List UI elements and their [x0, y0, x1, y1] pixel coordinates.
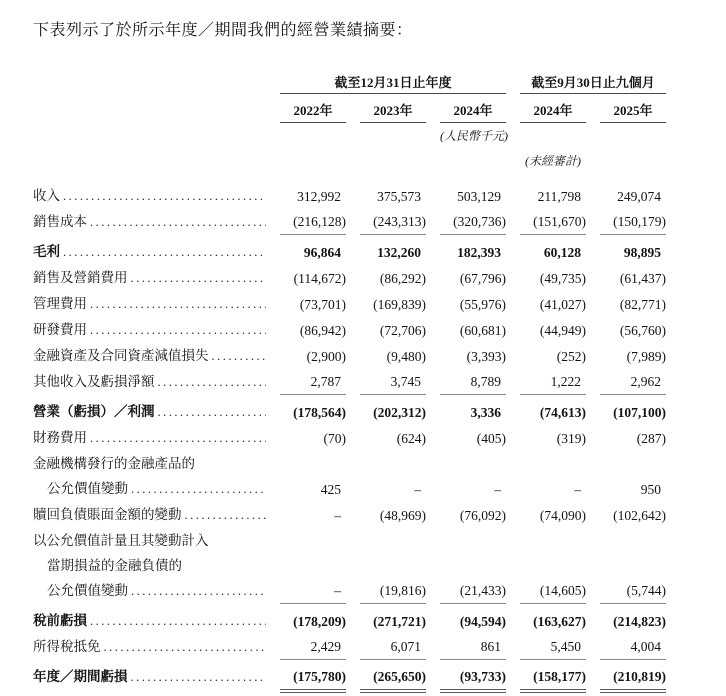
value-cell: (5,744) — [600, 578, 666, 604]
value-cell: (150,179) — [600, 209, 666, 235]
value-cell: 861 — [440, 634, 506, 660]
value-cell: – — [280, 578, 346, 604]
table-header-year-row — [33, 94, 666, 123]
value-cell: (214,823) — [613, 614, 666, 629]
value-cell: (265,650) — [360, 664, 426, 690]
value-cell: 211,798 — [537, 189, 581, 204]
value-cell: 96,864 — [303, 245, 341, 260]
row-label — [33, 399, 266, 425]
value-cell: (82,771) — [619, 297, 666, 312]
row-label-text: 金融資產及合同資產減值損失 — [33, 348, 209, 363]
table-row — [33, 369, 666, 395]
row-label-text: 金融機構發行的金融產品的 — [33, 456, 195, 471]
table-audit-note-row — [33, 144, 666, 169]
row-label-text: 公允價值變動 — [47, 481, 128, 496]
value-cell: 60,128 — [543, 245, 581, 260]
row-label-text: 稅前虧損 — [33, 613, 87, 628]
dot-leader — [87, 291, 266, 317]
value-cell: 2,429 — [280, 634, 346, 660]
row-label — [33, 502, 266, 528]
value-cell: (73,701) — [299, 297, 346, 312]
row-label — [33, 343, 266, 369]
value-cell: (56,760) — [619, 323, 666, 338]
value-cell: 5,450 — [520, 634, 586, 660]
value-cell: (41,027) — [539, 297, 586, 312]
dot-leader — [128, 578, 266, 604]
row-label-line — [33, 528, 266, 553]
table-row — [33, 239, 666, 265]
table-unit-note-row — [33, 123, 666, 144]
value-cell: (76,092) — [459, 508, 506, 523]
value-cell: (210,819) — [600, 664, 666, 690]
value-cell: (21,433) — [440, 578, 506, 604]
row-label-line — [33, 209, 266, 235]
value-cell: (202,312) — [373, 405, 426, 420]
row-label-line — [33, 265, 266, 291]
row-label-text: 研發費用 — [33, 322, 87, 337]
dot-leader — [101, 634, 267, 660]
row-label — [33, 265, 266, 291]
row-label-text: 年度／期間虧損 — [33, 669, 128, 684]
value-cell: (107,100) — [613, 405, 666, 420]
row-label-line — [33, 451, 266, 476]
column-group-yearend: 截至12月31日止年度 — [280, 72, 506, 94]
table-row — [33, 399, 666, 425]
row-label-line — [33, 399, 266, 425]
value-cell: (86,942) — [299, 323, 346, 338]
dot-leader — [209, 343, 267, 369]
year-column-header: 2024年 — [440, 94, 506, 123]
row-label — [33, 528, 266, 604]
value-cell: (67,796) — [459, 271, 506, 286]
value-cell: 2,787 — [280, 369, 346, 395]
value-cell: (252) — [556, 349, 586, 364]
table-row — [33, 425, 666, 451]
value-cell: (93,733) — [440, 664, 506, 690]
row-label-line — [33, 664, 266, 690]
dot-leader — [87, 425, 266, 451]
value-cell: (178,209) — [293, 614, 346, 629]
value-cell: (70) — [323, 431, 346, 446]
value-cell: (19,816) — [360, 578, 426, 604]
unit-note: (人民幣千元) — [440, 129, 508, 143]
table-row — [33, 209, 666, 235]
dot-leader — [155, 369, 267, 395]
value-cell: (2,900) — [306, 349, 346, 364]
value-cell: – — [574, 482, 581, 497]
dot-leader — [60, 183, 266, 209]
row-label — [33, 209, 266, 235]
value-cell: 312,992 — [297, 189, 341, 204]
row-label-line — [33, 369, 266, 395]
row-label-text: 其他收入及虧損淨額 — [33, 374, 155, 389]
value-cell: 503,129 — [457, 189, 501, 204]
row-label-line — [33, 634, 266, 660]
row-label-text: 銷售成本 — [33, 214, 87, 229]
value-cell: (14,605) — [520, 578, 586, 604]
value-cell: 4,004 — [600, 634, 666, 660]
value-cell: (178,564) — [293, 405, 346, 420]
dot-leader — [128, 664, 267, 690]
value-cell: (94,594) — [459, 614, 506, 629]
row-label-text: 銷售及營銷費用 — [33, 270, 128, 285]
table-row — [33, 183, 666, 209]
row-label — [33, 425, 266, 451]
row-label-text: 營業（虧損）／利潤 — [33, 404, 155, 419]
row-label — [33, 664, 266, 690]
value-cell: (169,839) — [373, 297, 426, 312]
row-label-text: 財務費用 — [33, 430, 87, 445]
value-cell: (61,437) — [619, 271, 666, 286]
dot-leader — [128, 476, 266, 502]
value-cell: (60,681) — [459, 323, 506, 338]
value-cell: 3,745 — [360, 369, 426, 395]
row-label-text: 贖回負債賬面金額的變動 — [33, 507, 182, 522]
table-row — [33, 664, 666, 690]
table-row — [33, 291, 666, 317]
column-group-ninemonth: 截至9月30日止九個月 — [520, 72, 666, 94]
table-row — [33, 451, 666, 502]
row-label-line — [33, 578, 266, 604]
table-row — [33, 502, 666, 528]
value-cell: (271,721) — [373, 614, 426, 629]
value-cell: (216,128) — [280, 209, 346, 235]
value-cell: (151,670) — [520, 209, 586, 235]
row-label-line — [33, 476, 266, 502]
value-cell: 375,573 — [377, 189, 421, 204]
value-cell: (158,177) — [520, 664, 586, 690]
row-label-line — [33, 239, 266, 265]
financial-results-table — [33, 72, 666, 690]
row-label-text: 公允價值變動 — [47, 583, 128, 598]
dot-leader — [87, 317, 266, 343]
value-cell: (163,627) — [533, 614, 586, 629]
value-cell: – — [334, 508, 341, 523]
value-cell: 3,336 — [470, 405, 501, 420]
table-header-group-row — [33, 72, 666, 94]
row-label — [33, 451, 266, 502]
value-cell: – — [494, 482, 501, 497]
table-row — [33, 343, 666, 369]
row-label-text: 所得稅抵免 — [33, 639, 101, 654]
table-row — [33, 265, 666, 291]
value-cell: (624) — [396, 431, 426, 446]
value-cell: (114,672) — [293, 271, 346, 286]
value-cell: 182,393 — [457, 245, 501, 260]
row-label-text: 收入 — [33, 188, 60, 203]
row-label-line — [33, 425, 266, 451]
row-label-line — [33, 502, 266, 528]
row-label-text: 以公允價值計量且其變動計入 — [33, 533, 209, 548]
value-cell: (102,642) — [613, 508, 666, 523]
value-cell: 6,071 — [360, 634, 426, 660]
year-column-header: 2023年 — [360, 94, 426, 123]
dot-leader — [155, 399, 267, 425]
row-label-line — [33, 291, 266, 317]
value-cell: (320,736) — [440, 209, 506, 235]
value-cell: (55,976) — [459, 297, 506, 312]
value-cell: (86,292) — [379, 271, 426, 286]
value-cell: (287) — [636, 431, 666, 446]
row-label-text: 毛利 — [33, 244, 60, 259]
value-cell: (9,480) — [386, 349, 426, 364]
value-cell: 2,962 — [600, 369, 666, 395]
year-column-header: 2024年 — [520, 94, 586, 123]
value-cell: (74,090) — [539, 508, 586, 523]
intro-text: 下表列示了於所示年度／期間我們的經營業績摘要： — [33, 22, 413, 39]
year-column-header: 2025年 — [600, 94, 666, 123]
row-label — [33, 291, 266, 317]
table-row — [33, 528, 666, 604]
row-label — [33, 634, 266, 660]
value-cell: (7,989) — [626, 349, 666, 364]
value-cell: 249,074 — [617, 189, 661, 204]
row-label-line — [33, 317, 266, 343]
row-label-text: 管理費用 — [33, 296, 87, 311]
value-cell: 132,260 — [377, 245, 421, 260]
value-cell: 425 — [320, 482, 341, 497]
value-cell: (49,735) — [539, 271, 586, 286]
row-label-line — [33, 183, 266, 209]
dot-leader — [128, 265, 267, 291]
value-cell: (74,613) — [539, 405, 586, 420]
value-cell: (319) — [556, 431, 586, 446]
dot-leader — [87, 608, 266, 634]
row-label — [33, 608, 266, 634]
table-row — [33, 634, 666, 660]
row-label — [33, 239, 266, 265]
row-label — [33, 183, 266, 209]
dot-leader — [182, 502, 267, 528]
value-cell: (72,706) — [379, 323, 426, 338]
value-cell: (3,393) — [466, 349, 506, 364]
value-cell: 98,895 — [623, 245, 661, 260]
table-body — [33, 183, 666, 690]
value-cell: (243,313) — [360, 209, 426, 235]
row-label-line — [33, 553, 266, 578]
value-cell: – — [414, 482, 421, 497]
value-cell: (175,780) — [280, 664, 346, 690]
value-cell: 1,222 — [520, 369, 586, 395]
row-label-text: 當期損益的金融負債的 — [47, 558, 182, 573]
dot-leader — [87, 209, 266, 235]
table-row — [33, 317, 666, 343]
value-cell: 950 — [640, 482, 661, 497]
value-cell: 8,789 — [440, 369, 506, 395]
dot-leader — [60, 239, 266, 265]
row-label — [33, 317, 266, 343]
value-cell: (405) — [476, 431, 506, 446]
value-cell: (44,949) — [539, 323, 586, 338]
table-row — [33, 608, 666, 634]
year-column-header: 2022年 — [280, 94, 346, 123]
audit-note: (未經審計) — [525, 154, 581, 168]
row-label-line — [33, 608, 266, 634]
value-cell: (48,969) — [379, 508, 426, 523]
row-label — [33, 369, 266, 395]
row-label-line — [33, 343, 266, 369]
